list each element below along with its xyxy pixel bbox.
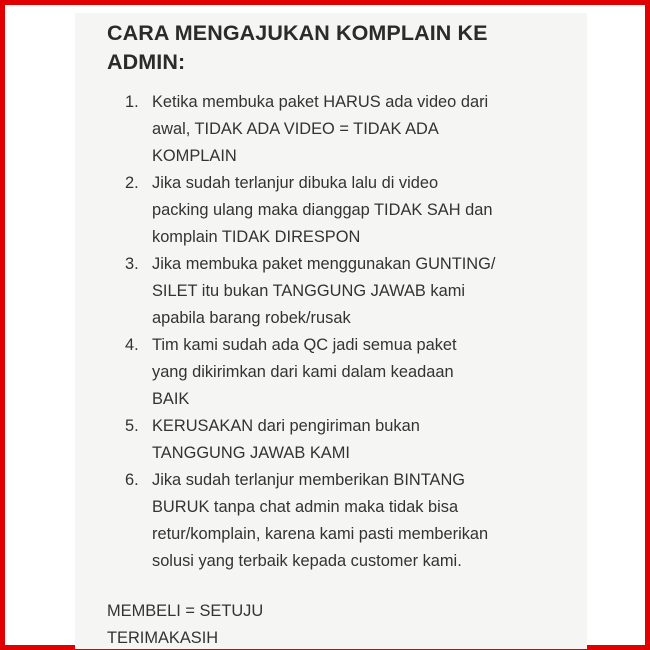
text-line: Tim kami sudah ada QC jadi semua paket: [152, 336, 457, 354]
list-item: [125, 467, 580, 575]
complaint-rules-list: [125, 89, 580, 575]
list-item: [125, 413, 580, 467]
page-title: CARA MENGAJUKAN KOMPLAIN KE ADMIN:: [107, 21, 488, 74]
text-line: yang dikirimkan dari kami dalam keadaan: [152, 363, 454, 381]
text-line: packing ulang maka dianggap TIDAK SAH dan: [152, 201, 493, 219]
list-item-text: [152, 251, 580, 332]
text-line: apabila barang robek/rusak: [152, 309, 351, 327]
list-item-text: [152, 170, 580, 251]
text-line: awal, TIDAK ADA VIDEO = TIDAK ADA: [152, 120, 439, 138]
text-line: solusi yang terbaik kepada customer kami.: [152, 552, 462, 570]
note-card: [75, 13, 587, 649]
list-item: [125, 89, 580, 170]
text-line: KOMPLAIN: [152, 147, 237, 165]
thank-you-text: TERIMAKASIH: [107, 629, 219, 647]
text-line: SILET itu bukan TANGGUNG JAWAB kami: [152, 282, 466, 300]
agreement-text: MEMBELI = SETUJU: [107, 602, 264, 620]
list-number: 5.: [125, 417, 139, 435]
list-number: 3.: [125, 255, 139, 273]
text-line: TANGGUNG JAWAB KAMI: [152, 444, 350, 462]
text-line: KERUSAKAN dari pengiriman bukan: [152, 417, 420, 435]
text-line: retur/komplain, karena kami pasti memberikan: [152, 525, 489, 543]
text-line: Jika membuka paket menggunakan GUNTING/: [152, 255, 496, 273]
text-line: Jika sudah terlanjur dibuka lalu di video: [152, 174, 439, 192]
list-item-text: [152, 332, 580, 413]
text-line: BAIK: [152, 390, 190, 408]
text-line: komplain TIDAK DIRESPON: [152, 228, 361, 246]
list-number: 6.: [125, 471, 139, 489]
list-number: 1.: [125, 93, 139, 111]
list-number: 2.: [125, 174, 139, 192]
list-number: 4.: [125, 336, 139, 354]
list-item: [125, 332, 580, 413]
list-item-text: [152, 89, 580, 170]
list-item: [125, 170, 580, 251]
text-line: Jika sudah terlanjur memberikan BINTANG: [152, 471, 466, 489]
text-line: Ketika membuka paket HARUS ada video dari: [152, 93, 489, 111]
list-item-text: [152, 413, 580, 467]
list-item: [125, 251, 580, 332]
list-item-text: [152, 467, 580, 575]
text-line: BURUK tanpa chat admin maka tidak bisa: [152, 498, 459, 516]
